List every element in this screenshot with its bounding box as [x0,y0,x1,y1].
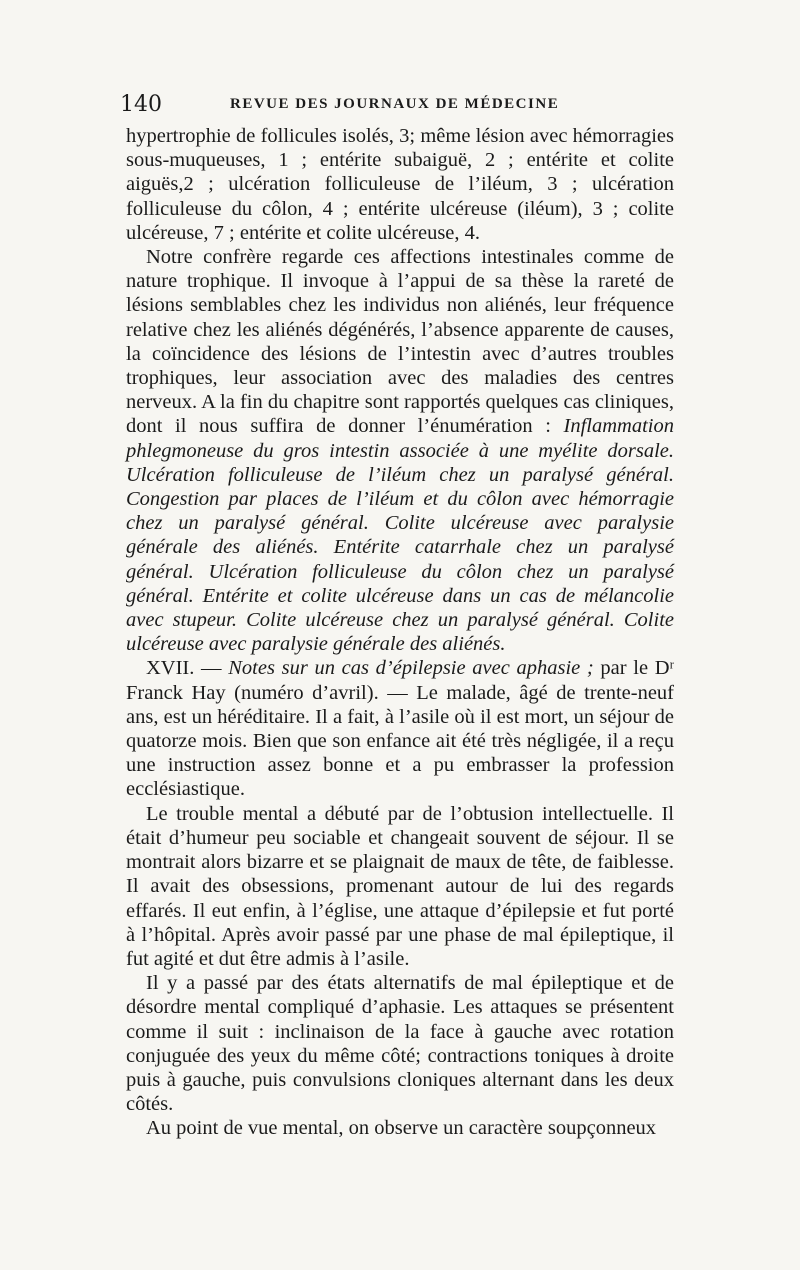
running-title: REVUE DES JOURNAUX DE MÉDECINE [230,96,560,112]
paragraph-trophic-nature [126,245,674,656]
body-text [126,124,674,1141]
case-list-italic: Inflammation phlegmoneuse du gros intestin associée à une myélite dorsale. Ulcération folliculeuse de l’iléum chez un paralysé général. Congestion par places de l’iléum et du côlon avec hémorragie chez un paralysé général. Colite ulcéreuse avec paralysie générale des aliénés. Entérite catarrhale chez un paralysé général. Ulcération folliculeuse du côlon chez un paralysé général. Entérite et colite ulcéreuse dans un cas de mélancolie avec stupeur. Colite ulcéreuse chez un paralysé général. Colite ulcéreuse avec paralysie générale des aliénés. [126,415,674,656]
page-number: 140 [120,92,162,117]
paragraph-continued: hypertrophie de follicules isolés, 3; même lésion avec hémorragies sous-muqueuses, 1 ; entérite subaiguë, 2 ; entérite et colite aiguës,2 ; ulcération folliculeuse de l’iléum, 3 ; ulcération folliculeuse du côlon, 4 ; entérite ulcéreuse (iléum), 3 ; colite ulcéreuse, 7 ; entérite et colite ulcéreuse, 4. [126,125,674,244]
paragraph-text: Notre confrère regarde ces affections intestinales comme de nature trophique. Il invoque à l’appui de sa thèse la rareté de lésions semblables chez les individus non aliénés, leur fréquence relative chez les aliénés dégénérés, l’absence apparente de causes, la coïncidence des lésions de l’intestin avec d’autres troubles trophiques, leur association avec des maladies des centres nerveux. A la fin du chapitre sont rapportés quelques cas cliniques, dont il nous suffira de donner l’énumération : [126,246,674,438]
section-number: XVII. — [146,657,229,680]
paragraph-epileptic-states: Il y a passé par des états alternatifs de mal épileptique et de désordre mental compliqué d’aphasie. Les attaques se présentent comme il suit : inclinaison de la face à gauche avec rotation conjuguée des yeux du même côté; contractions toniques à droite puis à gauche, puis convulsions cloniques alternant dans les deux côtés. [126,972,674,1116]
paragraph-mental-view: Au point de vue mental, on observe un caractère soupçonneux [146,1117,657,1140]
paragraph-mental-trouble: Le trouble mental a débuté par de l’obtusion intellectuelle. Il était d’humeur peu sociable et changeait souvent de séjour. Il se montrait alors bizarre et se plaignait de maux de tête, de faiblesse. Il avait des obsessions, promenant autour de lui des regards effarés. Il eut enfin, à l’église, une attaque d’épilepsie et fut porté à l’hôpital. Après avoir passé par une phase de mal épileptique, il fut agité et dut être admis à l’asile. [126,802,674,970]
paragraph-section-xvii [126,656,674,801]
page-header [120,92,680,122]
paragraph-text: par le Dʳ Franck Hay (numéro d’avril). — Le malade, âgé de trente-neuf ans, est un héréditaire. Il a fait, à l’asile où il est mort, un séjour de quatorze mois. Bien que son enfance ait été très négligée, il a reçu une instruction assez bonne et a pu embrasser la profession ecclésiastique. [126,657,674,801]
article-title: Notes sur un cas d’épilepsie avec aphasie ; [228,657,594,680]
